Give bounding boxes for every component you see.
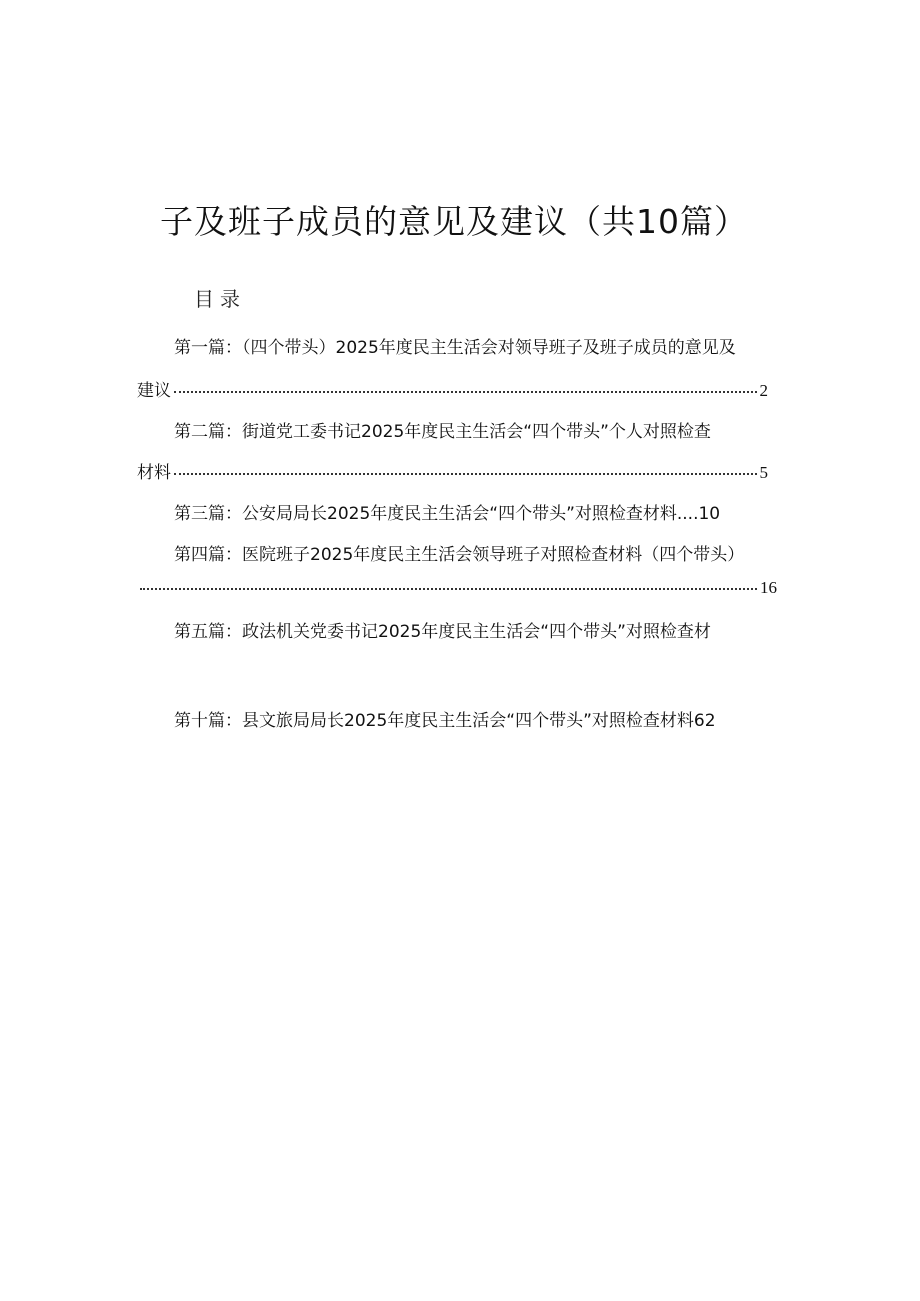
toc-entry-4-continuation[interactable] — [137, 578, 777, 598]
toc-entry-5-title[interactable]: 第五篇：政法机关党委书记2025年度民主生活会“四个带头”对照检查材 — [174, 622, 711, 642]
toc-entry-2-continuation[interactable] — [137, 458, 768, 483]
toc-entry-1-continuation[interactable] — [137, 376, 768, 401]
dot-leader — [140, 588, 757, 590]
toc-entry-1-title[interactable]: 第一篇：（四个带头）2025年度民主生活会对领导班子及班子成员的意见及 — [174, 338, 736, 358]
dot-leader — [174, 391, 757, 393]
dot-leader — [174, 473, 757, 475]
toc-entry-2-tail: 材料 — [137, 463, 171, 483]
toc-entry-2-title[interactable]: 第二篇：街道党工委书记2025年度民主生活会“四个带头”个人对照检查 — [174, 422, 711, 442]
toc-entry-1-tail: 建议 — [137, 381, 171, 401]
toc-entry-10-title[interactable]: 第十篇：县文旅局局长2025年度民主生活会“四个带头”对照检查材料62 — [174, 711, 716, 731]
toc-heading: 目录 — [194, 287, 246, 311]
document-title: 子及班子成员的意见及建议（共10篇） — [160, 202, 748, 241]
toc-entry-4-page: 16 — [760, 578, 777, 597]
toc-entry-2-page: 5 — [759, 463, 768, 482]
toc-entry-3-title[interactable]: 第三篇：公安局局长2025年度民主生活会“四个带头”对照检查材料....10 — [174, 504, 721, 524]
toc-entry-4-title[interactable]: 第四篇：医院班子2025年度民主生活会领导班子对照检查材料（四个带头） — [174, 545, 745, 565]
toc-entry-1-page: 2 — [759, 381, 768, 400]
